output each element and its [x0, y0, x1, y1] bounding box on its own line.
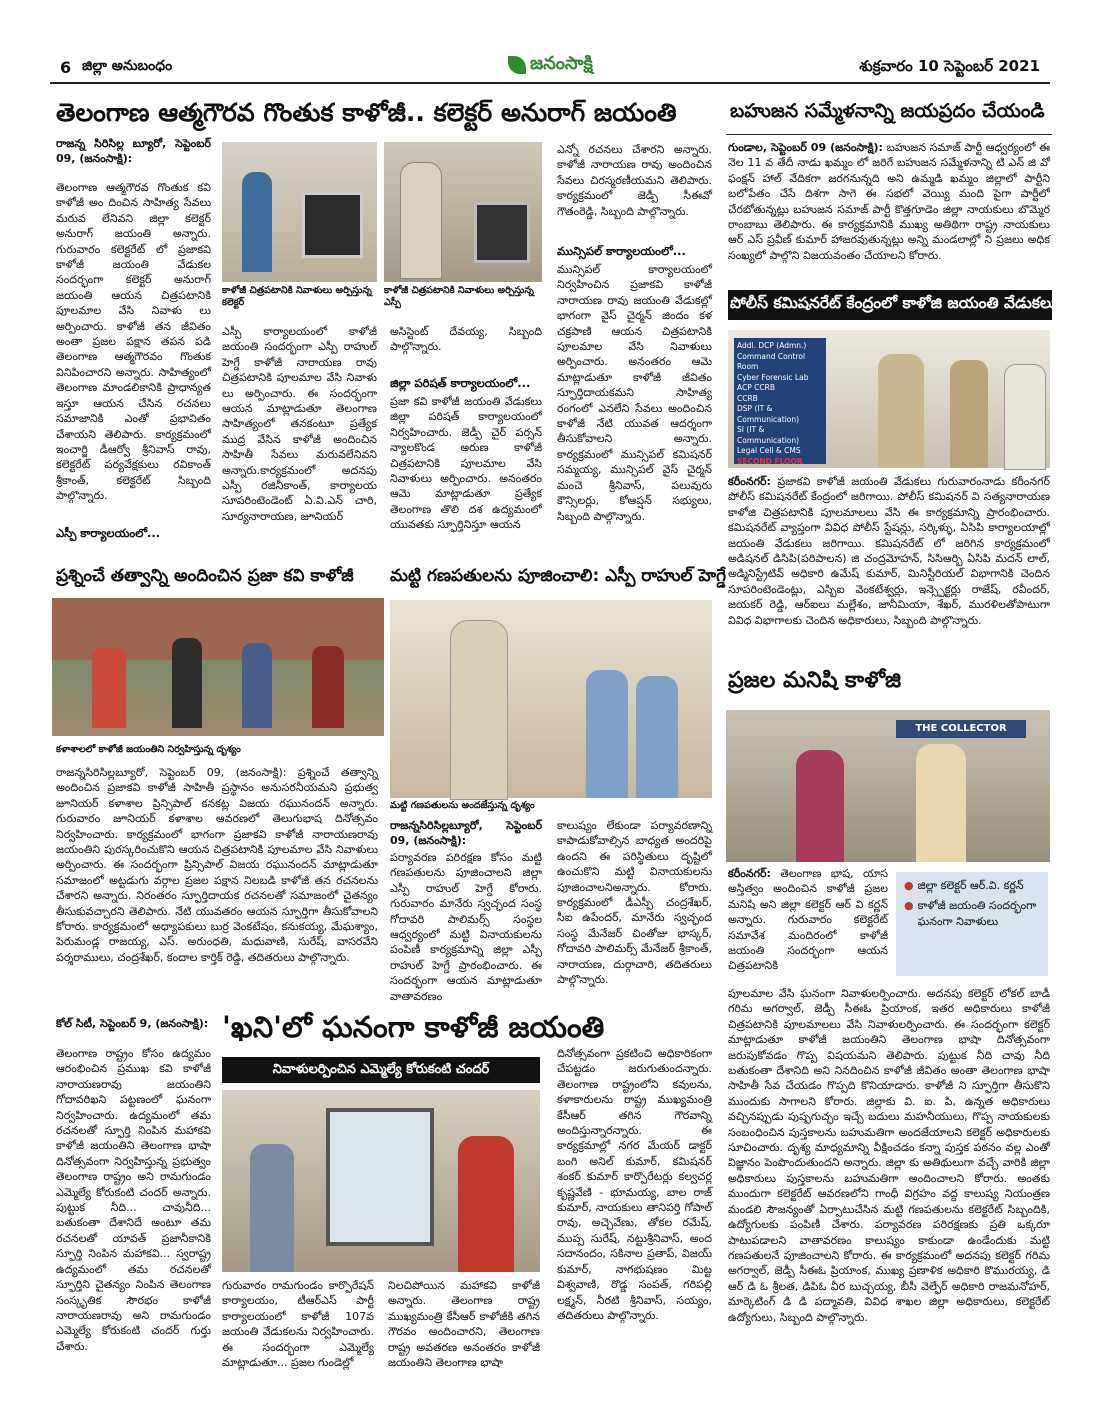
office-board — [734, 338, 826, 464]
story7-col1: తెలంగాణ రాష్ట్రం కోసం ఉద్యమం ఆరంభించిన ప్రముఖ కవి కాళోజీ నారాయణరావు జయంతిని గోదావరిఖని పట్టణంలో ఘనంగా నిర్వహించారు. ఉద్యమంలో తమ రచనలతో స్ఫూర్తి నింపిన మహాకవి కాళోజీ జయంతిని తెలంగాణ భాషా దినోత్సవంగా నిర్వహిస్తున్న ప్రభుత్వం తెలంగాణ రాష్ట్రం అని రామగుండం ఎమ్మెల్యే కోరుకంటి చందర్ అన్నారు. పుట్టుక నీది... చావునీది... బతుకంతా దేశానిదే అంటూ తమ రచనలతో యావత్ ప్రజానీకానికి స్ఫూర్తి నింపిన మహాకవి... స్వరాష్ట్ర ఉద్యమంలో తమ రచనలతో స్ఫూర్తిని చైతన్యం నింపిన తెలంగాణ సంస్కృతిక సౌరభం కాళోజీ నారాయణరావు అని రామగుండం ఎమ్మెల్యే కోరుకంటి చందర్ గుర్తు చేశారు. — [56, 1047, 215, 1353]
highlight-item — [904, 878, 1040, 894]
sp-figure — [450, 620, 508, 800]
sp-portrait-frame — [474, 202, 530, 263]
masthead-title: జనంసాక్షి — [530, 53, 593, 74]
collector-photo-caption: కాళోజీ చిత్రపటానికి నివాళులు అర్పిస్తున్న కలెక్టర్ — [222, 285, 372, 308]
college-photo-caption: కళాశాలలో కాళోజీ జయంతిని నిర్వహిస్తున్న దృశ్యం — [56, 744, 241, 755]
story5-col2: కాలుష్యం లేకుండా పర్యావరణాన్ని కాపాడుకోవాల్సిన బాధ్యత అందరిపై ఉందని ఈ పరిస్థితులు దృష్టిలో ఉంచుకొని మట్టి వినాయకులను పూజించాలనిఅన్నారు. కోరారు. కార్యక్రమంలో డీఎస్పీ చంద్రశేఖర్, సీఐ ఉపేందర్, మానేరు స్వచ్ఛంద సంస్థ మేనేజర్ చింతోజు భాస్కర్, గోదావరి పాలిమర్స్ మేనేజర్ శ్రీకాంత్, నారాయణ, దుర్గాచారి, తదితరులు పాల్గొన్నారు. — [557, 819, 716, 987]
story1-col4b: మున్సిపల్ కార్యాలయంలో నిర్వహించిన ప్రజాకవి కాళోజీ నారాయణ రావు జయంతి వేడుకల్లో భాగంగా వైస్ చైర్మన్ జిందం కళ చక్రపాణి ఆయన చిత్రపటానికి పూలమాల వేసి నివాళులు అర్పించారు. అనంతరం ఆమె మాట్లాడుతూ కాళోజీ జీవితం స్ఫూర్తిదాయకమని సాహిత్య రంగంలో ఎనలేని సేవలు అందించిన కాళోజీ నేటి యువత ఆదర్శంగా తీసుకోవాలని అన్నారు. కార్యక్రమంలో మున్సిపల్ కమిషనర్ సమ్మయ్య, మున్సిపల్ వైస్ చైర్మన్ మంచె శ్రీనివాస్, పలువురు కౌన్సిలర్లు, కోఆప్షన్ సభ్యులు, సిబ్బంది పాల్గొన్నారు. — [557, 263, 716, 523]
mla-tribute-photo — [222, 1090, 540, 1272]
story5-col1: పర్యావరణ పరిరక్షణ కోసం మట్టి గణపతులను పూజించాలని జిల్లా ఎస్పీ రాహుల్ హెగ్డే కోరారు. గురువారం మానేరు స్వచ్ఛంద సంస్థ గోదావరి పాలిమర్స్ సంస్థల ఆధ్వర్యంలో మట్టి వినాయకులను పంపిణీ కార్యక్రమాన్ని జిల్లా ఎస్పీ రాహుల్ హెగ్డే ప్రారంభించారు. ఈ సందర్భంగా ఆయన మాట్లాడుతూ వాతావరణం — [390, 851, 546, 1003]
story6-highlight-box — [896, 872, 1048, 976]
collector-office-sign: THE COLLECTOR — [896, 720, 1026, 738]
story7-col4: దినోత్సవంగా ప్రకటించి అధికారికంగా చేపట్టడం జరుగుతుందన్నారు. తెలంగాణ రాష్ట్రంలోని కవులను, కళాకారులను రాష్ట్ర ముఖ్యమంత్రి కేసీఆర్ తగిన గౌరవాన్ని అందిస్తున్నారన్నారు. ఈ కార్యక్రమాల్లో నగర మేయర్ డాక్టర్ బంగి అనిల్ కుమార్, కమిషనర్ శంకర్ కుమార్ కార్పొరేటర్లు కల్వచర్ల కృష్ణవేణి - భూమయ్య, బాల రాజ్ కుమార్, నాయకులు తానిపర్తి గోపాల్ రావు, అచ్చెవేణు, తోకల రమేష్, ముప్ప సురేష్, నట్టుశ్రీనివాస్, అంద సదానందం, సకినాల ప్రతాప్, విజయ్ కుమార్, నాగభుషణం మిట్ట విశ్వవాణి, రొడ్డ సంపత్, గరిపల్లి లక్ష్మన్, నీరటి శ్రీనివాస్, సయ్యం, తదితరులు పాల్గొన్నారు. — [557, 1047, 716, 1322]
story3-body — [728, 474, 1054, 658]
board-line: SECOND FLOOR — [737, 456, 803, 466]
board-line: Cyber Forensic Lab — [737, 372, 809, 382]
story2-body — [728, 140, 1054, 280]
story6-body-top — [728, 866, 892, 984]
commissioner-figure — [878, 354, 924, 468]
leaf-icon — [508, 56, 526, 74]
board-line: ACP CCRB — [737, 383, 775, 392]
college-event-photo — [52, 598, 384, 736]
highlight-item — [904, 898, 1040, 930]
board-line: DSP (IT & Communication) — [737, 404, 800, 424]
story7-dateline: కోల్ సిటీ, సెప్టెంబర్ 9, (జనంసాక్షి): — [56, 1017, 209, 1030]
board-line: CCRB — [737, 393, 758, 403]
guest-figure — [1004, 364, 1046, 470]
story3-dateline: కరీంనగర్: — [728, 475, 771, 488]
story1-dateline: రాజన్న సిరిసిల్ల బ్యూరో, సెప్టెంబర్ 09, (జనంసాక్షి): — [56, 137, 215, 166]
story6-headline: ప్రజల మనిషి కాళోజి — [728, 668, 902, 693]
story2-rule — [726, 134, 1052, 135]
bullet-icon: ● — [904, 899, 914, 912]
crowd-figure — [312, 646, 344, 728]
official-figure — [250, 1144, 294, 1272]
kaloji-portrait — [326, 1108, 434, 1246]
story1-headline: తెలంగాణ ఆత్మగౌరవ గొంతుక కాళోజీ.. కలెక్టర్ అనురాగ్ జయంతి — [56, 98, 677, 127]
board-line: SI (IT & Communication) — [737, 425, 800, 445]
story6-dateline: కరీంనగర్: — [728, 867, 771, 880]
crowd-figure — [172, 638, 202, 728]
story1-col3b: ప్రజా కవి కాళోజీ జయంతి వేడుకలు జిల్లా పరిషత్ కార్యాలయంలో నిర్వహించారు. జెడ్పీ చైర్ పర్సన్ న్యాలకొండ అరుణ కాళోజీ చిత్రపటానికి పూలమాల వేసి నివాళులు అర్పించారు. అనంతరం ఆమె మాట్లాడుతూ ప్రత్యేక తెలంగాణ తొలి దశ ఉద్యమంలో యువతకు స్ఫూర్తినిస్తూ ఆయన — [390, 395, 546, 532]
collector-figure — [242, 172, 272, 272]
masthead-logo — [508, 50, 618, 80]
story2-text: బహుజన సమాజ్ పార్టీ ఆధ్వర్యంలో ఈ నెల 11 వ తేదీ నాడు ఖమ్మం లో జరిగే బహుజన సమ్మేళనాన్ని టి ఎన్ జి వో ఫంక్షన్ హాల్ వేదికగా జరగనున్నది అని ఉమ్మడి ఖమ్మం జిల్లాలో పార్టీని బలోపేతం చేసే దిశగా సాగె ఈ సభలో వెయ్యి మంది పైగా పార్టీలో చేరబోతున్నట్లు బహుజన సమాజ్ పార్టీ కొత్తగూడెం జిల్లా నాయకులు బొమ్మెర రాంబాబు తెలిపారు. ఈ కార్యక్రమానికి ముఖ్య అతిథిగా రాష్ట్ర నాయకులు ఆర్ ఎస్ ప్రవీణ్ కుమార్ హాజరవుతున్నట్లు అన్ని మండలాల్లో ని ప్రజలు అధిక సంఖ్యలో పాల్గొని విజయవంతం చేయాలని కోరారు. — [728, 141, 1054, 262]
section-name: జిల్లా అనుబంధం — [82, 58, 173, 74]
story1-sub-sp-office: ఎస్పీ కార్యాలయంలో... — [56, 526, 161, 540]
story7-banner: నివాళులర్పించిన ఎమ్మెల్యే కోరుకంటి చందర్ — [222, 1057, 540, 1083]
story1-col1: తెలంగాణ ఆత్మగౌరవ గొంతుక కవి కాళోజీ అం దించిన సాహిత్య సేవలు మరువ లేనివని జిల్లా కలెక్టర్ అనురాగ్ జయంతి అన్నారు. గురువారం కలెక్టరేట్ లో ప్రజాకవి కాళోజీ జయంతి వేడుకల సందర్భంగా కలెక్టర్ అనురాగ్ జయంతి ఆయన చిత్రపటానికి పూలమాల వేసి నివాళు లు అర్పించారు. కాళోజీ తన జీవితం అంతా ప్రజల పక్షాన తపన పడి తెలంగాణ ఆత్మగౌరవం గొంతుక వినిపించారని అన్నారు. సాహిత్యంలో తెలంగాణ మాండలికానికి ప్రాధాన్యత ఇస్తూ ఆయన చేసిన రచనలు సమాజానికి ఎంతో ప్రభావితం చేశాయని తెలిపారు. కార్యక్రమంలో ఇంచార్జి డీఆర్వో శ్రీనివాస్ రావు, కలెక్టరేట్ పర్యవేక్షకులు రవికాంత్ శ్రీకాంత్, కలెక్టరేట్ సిబ్బంది పాల్గొన్నారు. — [56, 181, 215, 503]
story1-col4: ఎన్నో రచనలు చేశారని అన్నారు. కాళోజీ నారాయణ రావు అందించిన సేవలు చిరస్మరణీయమని తెలిపారు. కార్యక్రమంలో జెడ్పీ సీఈవో గౌతంరెడ్డి, సిబ్బంది పాల్గొన్నారు. — [557, 143, 716, 218]
collector-karimnagar-photo — [726, 710, 1050, 862]
page-header — [50, 48, 1050, 84]
portrait-frame — [302, 192, 363, 258]
board-line: Legal Cell & CMS — [737, 446, 801, 455]
story7-col3: నిలచిపోయిన మహాకవి కాళోజీ అన్నారు. తెలంగాణ రాష్ట్ర ముఖ్యమంత్రి కేసీఆర్ కాళోజీకి తగిన గౌరవం అందించారని, తెలంగాణ రాష్ట్ర అవతరణ అనంతరం కాళోజీ జయంతిని తెలంగాణ భాషా — [388, 1279, 544, 1370]
story4-headline: ప్రశ్నించే తత్వాన్ని అందించిన ప్రజా కవి కాళోజీ — [56, 566, 354, 586]
highlight-text: కాళోజీ జయంతి సందర్భంగా ఘనంగా నివాళులు — [917, 899, 1037, 928]
story6-body: పూలమాల వేసి ఘనంగా నివాళులర్పించారు. అదనపు కలెక్టర్ లోకల్ బాడీ గరిమ అగర్వాల్, జెడ్పీ సీఈఓ ప్రియాంక, ఇతర అధికారులు కాళోజీ చిత్రపటానికి పూలమాలలు వేసి నివాళులర్పించారు. ఈ సందర్భంగా కలెక్టర్ మాట్లాడుతూ కాళోజీ జయంతిని తెలంగాణ భాషా దినోత్సవంగా జరుపుకోవడం గొప్ప విషయమని తెలిపారు. పుట్టుక నీది చావు నీది బతుకంతా దేశానిది అని నినదించిన కాళోజీ జీవితం అంతా తెలంగాణ భాషా సాహితీ సేవ చేయడం గొప్పది కొనియాడారు. కాళోజీ ని స్ఫూర్తిగా తీసుకొని ముందుకు సాగాలని కోరారు. జిల్లాకు వి. ఐ. పి, ఉన్నత అధికారులు వచ్చినప్పుడు పుష్పగుచ్ఛం ఇచ్చే బదులు మహనీయులు, గొప్ప నాయకులకు సంబంధించిన పుస్తకాలను బహుమతిగా అందజేయాలని కలెక్టర్ అధికారులకు సూచించారు. దృశ్య మాధ్యమాన్ని వీక్షించడం కన్నా పుస్తక పఠనం వల్ల ఎంతో విజ్ఞానం పెంపొందుతుందని అన్నారు. జిల్లా కు అతిథులుగా వచ్చే వారికి జిల్లా అధికారులు పుస్తకాలను బహుమతిగా అందించాలని కోరారు. అంతకు ముందుగా కలెక్టరేట్ ఆవరణలోని గాంధీ విగ్రహం వద్ద కాలుష్య నియంత్రణ మండలి సౌజన్యంతో ఏర్పాటుచేసిన మట్టి గణపతులను కలెక్టరేట్ సిబ్బందికి, ఉద్యోగులకు పంపిణీ చేశారు. పర్యావరణ పరిరక్షణకు ప్రతి ఒక్కరూ పాటుపడాలని వాతావరణం కాలుష్యం కాకుండా ఉండేందుకు మట్టి గణపతులనే పూజించాలని కోరారు. ఈ కార్యక్రమంలో అదనపు కలెక్టర్ గరిమ అగర్వాల్, జెడ్పీ సీఈఓ ప్రియాంక, ముఖ్య ప్రణాళిక అధికారి కొమురయ్య, డి ఆర్ డి ఓ శ్రీలత, డిపిఓ వీర బుచ్చయ్య, బీసీ వెల్ఫేర్ అధికారి రాజమనోహర్, మార్కెటింగ్ డి డి పద్మావతి, వివిధ శాఖల జిల్లా అధికారులు, కలెక్టరేట్ ఉద్యోగులు, సిబ్బంది పాల్గొన్నారు. — [728, 987, 1054, 1324]
issue-date: శుక్రవారం 10 సెప్టెంబర్ 2021 — [859, 57, 1040, 75]
crowd-figure — [92, 648, 126, 728]
story2-headline: బహుజన సమ్మేళనాన్ని జయప్రదం చేయండి — [730, 100, 1045, 122]
sp-photo-caption: కాళోజీ చిత్రపటానికి నివాళులు అర్పిస్తున్న ఎస్పీ — [384, 285, 534, 308]
student-figure — [586, 670, 628, 798]
collector-photo — [222, 142, 377, 282]
board-line: Addl. DCP (Admn.) — [737, 341, 807, 350]
board-line: Command Control Room — [737, 351, 806, 371]
story7-headline: 'ఖని'లో ఘనంగా కాళోజీ జయంతి — [222, 1010, 605, 1044]
story1-sub-municipal: మున్సిపల్ కార్యాలయంలో... — [557, 244, 686, 258]
sp-photo — [384, 142, 542, 282]
story1-col3: అసిస్టెంట్ దేవయ్య, సిబ్బంది పాల్గొన్నారు. — [390, 325, 546, 354]
bullet-icon: ● — [904, 879, 914, 892]
crowd-figure — [242, 643, 272, 728]
story1-col2: ఎస్పీ కార్యాలయంలో కాళోజీ జయంతి సందర్భంగా ఎస్పీ రాహుల్ హెగ్డే కాళోజీ నారాయణ రావు చిత్రపటానికి పూలమాల వేసి నివాళు లు అర్పించారు. ఈ సందర్భంగా ఆయన మాట్లాడుతూ తెలంగాణ సాహిత్యంలో తనకంటూ ప్రత్యేక ముద్ర వేసిన కాళోజీ అందించిన సాహితీ సేవలు మరువలేనివని అన్నారు.కార్యక్రమంలో అదనపు ఎస్పీ రజినీకాంత్, కార్యాలయ సూపరింటెండెంట్ ఏ.వి.ఎన్ చారి, సూర్యనారాయణ, జూనియర్ — [222, 325, 381, 523]
story7-col2: గురువారం రామగుండం కార్పొరేషన్ కార్యాలయం, టీఆర్ఎస్ పార్టీ కార్యాలయంలో కాళోజీ 107వ జయంతి వేడుకలను నిర్వహించారు. ఈ సందర్భంగా ఎమ్మెల్యే మాట్లాడుతూ... ప్రజల గుండెల్లో — [222, 1279, 378, 1370]
highlight-text: జిల్లా కలెక్టర్ ఆర్.వి. కర్ణన్ — [917, 879, 1024, 892]
woman-figure — [796, 750, 844, 862]
story4-body: రాజన్నసిరిసిల్లబ్యూరో, సెప్టెంబర్ 09, (జనంసాక్షి): ప్రశ్నించే తత్వాన్ని అందించిన ప్రజాకవి కాళోజీ సాహితీ ప్రస్థానం అనుసరనీయమని ప్రభుత్వ జూనియర్ కళాశాల ప్రిన్సిపాల్ కనకట్ల విజయ రఘునందన్ అన్నారు. గురువారం జూనియర్ కళాశాల ఆవరణలో తెలుగుభాష దినోత్సవం నిర్వహించారు. కార్యక్రమంలో భాగంగా ప్రజాకవి కాళోజీ నారాయణరావు జయంతిని పురస్కరించుకొని ఆయన చిత్రపటానికి పూలమాల వేసి నివాళులు అర్పించారు. ఈ సందర్భంగా ప్రిన్సిపాల్ విజయ రఘునందన్ మాట్లాడుతూ సమాజంలో అట్టడుగు వర్గాల ప్రజల పక్షాన నిలబడి కాళోజీ తన రచనలను చేశారని అన్నారు. నిరంతరం స్ఫూర్తిదాయక రచనలతో సమాజంలో చైతన్యం తీసుకువచ్చారని తెలిపారు. నేటి యువతరం ఆయన స్ఫూర్తిగా తీసుకోవాలని కోరారు. కార్యక్రమంలో అధ్యాపకులు బుర్ర వెంకటేషం, కనుకయ్య, మేఘశ్యాం, పెరుమండ్ల రాజయ్య, ఎస్. అరుంధతి, మధువాణి, సురేష్, వాసరవేని పర్శరాములు, చంద్రశేఖర్, కందాల కార్తిక్ రెడ్డి, తదితరులు పాల్గొన్నారు. — [56, 766, 382, 964]
page-number: 6 — [60, 58, 72, 77]
police-commissionerate-photo — [728, 330, 1050, 468]
story3-headline: పోలీస్ కమిషనరేట్ కేంద్రంలో కాళోజి జయంతి వేడుకలు — [728, 290, 1052, 320]
student-figure — [636, 676, 678, 798]
story1-sub-zp-office: జిల్లా పరిషత్ కార్యాలయంలో... — [390, 376, 531, 390]
clay-ganesha-photo — [390, 600, 712, 798]
clay-ganesha-caption: మట్టి గణపతులను అందజేస్తున్న దృశ్యం — [390, 800, 535, 811]
story2-dateline: గుండాల, సెప్టెంబర్ 09 (జనంసాక్షి): — [728, 141, 883, 154]
collector-figure — [916, 744, 966, 862]
header-rule — [50, 82, 1050, 84]
story5-dateline: రాజన్నసిరిసిల్లబ్యూరో, సెప్టెంబర్ 09, (జనంసాక్షి): — [390, 819, 546, 848]
story6-text-top: తెలంగాణ భాష, యాస అస్తిత్వం అందించిన కాళోజీ ప్రజల మనిషి అని జిల్లా కలెక్టర్ ఆర్ వి కర్ణన్ అన్నారు. గురువారం కలెక్టరేట్ సమావేశ మందిరంలో కాళోజీ జయంతి సందర్భంగా ఆయన చిత్రపటానికి — [728, 867, 892, 973]
story3-text: ప్రజాకవి కాళోజీ జయంతి వేడుకలు గురువారంనాడు కరీంనగర్ పోలీస్ కమిషనరేట్ కేంద్రంలో జరిగాయి. పోలీస్ కమిషనర్ వి సత్యనారాయణ కాళోజి చిత్రపటానికి పూలమాలలు వేసి ఈ కార్యక్రమాన్ని ప్రారంభించారు. కమిషనరేట్ వ్యాప్తంగా వివిధ పోలీస్ స్టేషన్లు, సర్కిళ్ళు, ఏసిపి కార్యాలయాల్లో జయంతి వేడుకలు జరిగాయి. కమిషనరేట్ లో జరిగిన కార్యక్రమంలో అడిషనల్ డిసిపి(పరిపాలన) జి చంద్రమోహన్, సిసిఆర్బి ఏసిపి మదన్ లాల్, అడ్మినిస్ట్రేటివ్ అధికారి ఉమేష్ కుమార్, మినిస్టీరియల్ విభాగానికి చెందిన సూపరింటెండెంట్లు, ఎస్బిఐ వెంకటేశ్వర్లు, ఇన్స్పెక్టర్లు రాజేష్, రవీందర్, జయకర్ రెడ్డి, ఆర్ఐలు మల్లేశం, జానీమియా, శేఖర్, మురళిలతోపాటుగా వివిధ విభాగాలకు చెందిన అధికారులు, సిబ్బంది పాల్గొన్నారు. — [728, 475, 1054, 627]
sp-figure — [400, 162, 442, 279]
story5-headline: మట్టి గణపతులను పూజించాలి: ఎస్పీ రాహుల్ హెగ్డే — [390, 566, 726, 586]
mla-figure — [458, 1136, 514, 1272]
officer-figure — [950, 360, 988, 468]
